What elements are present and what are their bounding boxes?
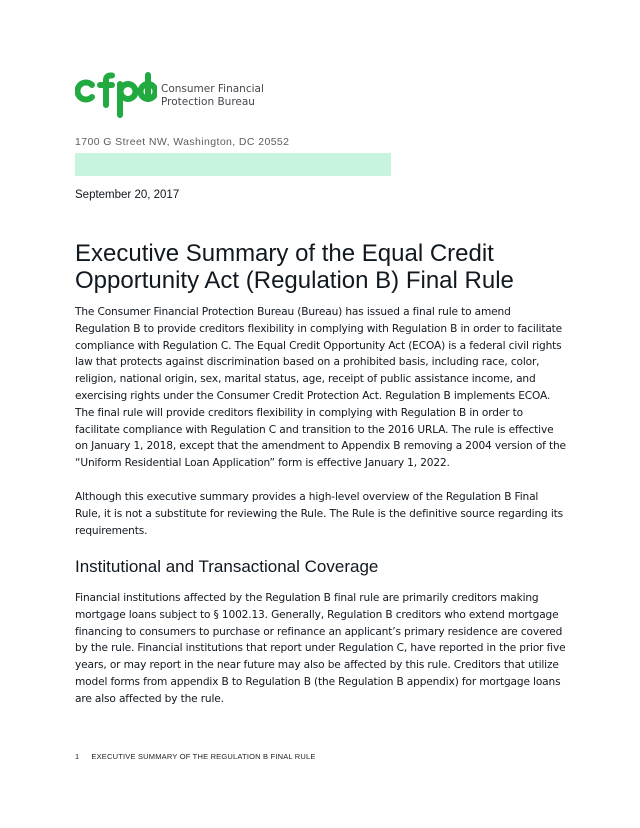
page-footer [75, 752, 316, 761]
cfpb-logo-mark-icon [75, 72, 157, 118]
logo-wordmark-line1: Consumer Financial [161, 83, 264, 95]
cfpb-logo [75, 72, 275, 120]
section-heading: Institutional and Transactional Coverage [75, 557, 379, 576]
page-title: Executive Summary of the Equal Credit Opportunity Act (Regulation B) Final Rule [75, 240, 514, 294]
page-number: 1 [75, 752, 80, 761]
footer-text: EXECUTIVE SUMMARY OF THE REGULATION B FINAL RULE [91, 752, 316, 761]
address: 1700 G Street NW, Washington, DC 20552 [75, 136, 290, 148]
body-paragraph-2: Although this executive summary provides a high-level overview of the Regulation B Final Rule, it is not a substitute for reviewing the Rule. The Rule is the definitive source regarding its requirements. [75, 491, 563, 537]
logo-wordmark-line2: Protection Bureau [161, 96, 255, 108]
body-paragraph-3: Financial institutions affected by the Regulation B final rule are primarily creditors making mortgage loans subject to § 1002.13. Generally, Regulation B creditors who extend mortgage financing to consumers to purchase or refinance an applicant’s primary residence are covered by the rule. Financial institutions that report under Regulation C, have reported in the prior five years, or may report in the near future may also be affected by this rule. Creditors that utilize model forms from appendix B to Regulation B (the Regulation B appendix) for mortgage loans are also affected by the rule. [75, 592, 566, 705]
body-paragraph-1: The Consumer Financial Protection Bureau (Bureau) has issued a final rule to amend Regulation B to provide creditors flexibility in complying with Regulation B in order to facilitate compliance with Regulation C. The Equal Credit Opportunity Act (ECOA) is a federal civil rights law that protects against discrimination based on a prohibited basis, including race, color, religion, national origin, sex, marital status, age, receipt of public assistance income, and exercising rights under the Consumer Credit Protection Act. Regulation B implements ECOA. The final rule will provide creditors flexibility in complying with Regulation B in order to facilitate compliance with Regulation C and transition to the 2016 URLA. The rule is effective on January 1, 2018, except that the amendment to Appendix B removing a 2004 version of the “Uniform Residential Loan Application” form is effective January 1, 2022. [75, 306, 566, 470]
document-date: September 20, 2017 [75, 189, 180, 201]
logo-wordmark [161, 83, 264, 109]
header-band [75, 153, 391, 176]
